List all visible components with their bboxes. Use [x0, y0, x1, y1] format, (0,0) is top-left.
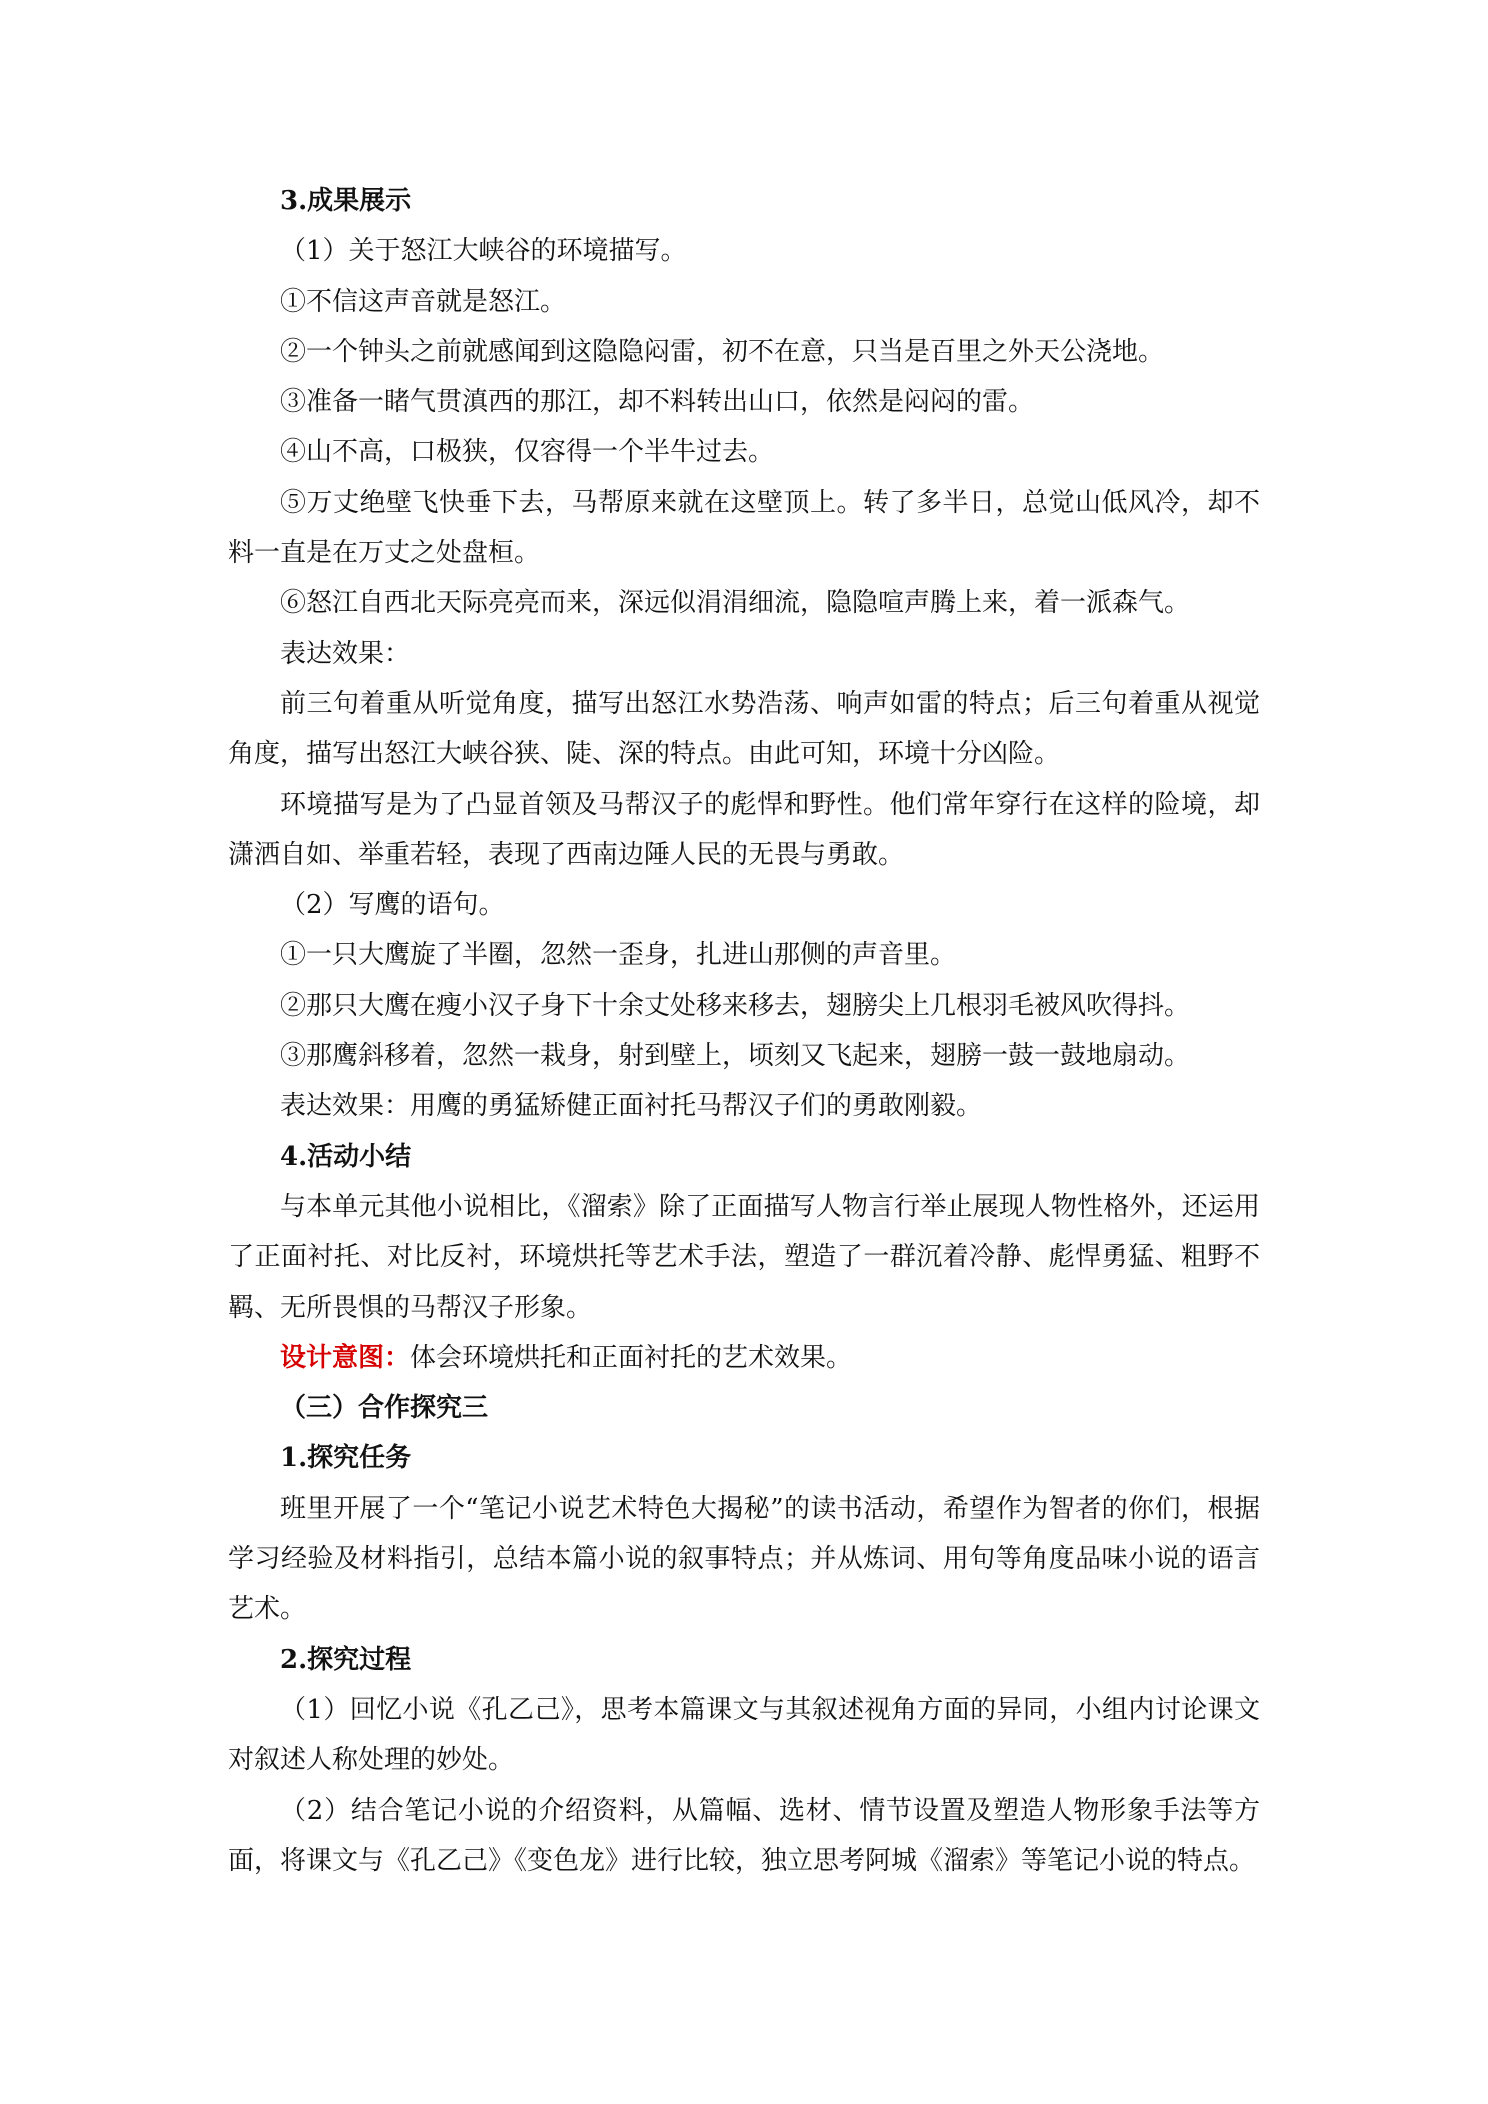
- effect-label: 表达效果：: [280, 638, 411, 669]
- paragraph: 表达效果：用鹰的勇猛矫健正面衬托马帮汉子们的勇敢刚毅。: [280, 1091, 983, 1122]
- quote-line: ②那只大鹰在瘦小汉子身下十余丈处移来移去，翅膀尖上几根羽毛被风吹得抖。: [280, 990, 1191, 1021]
- design-intent: [228, 1333, 1260, 1383]
- paragraph: （1）回忆小说《孔乙己》，思考本篇课文与其叙述视角方面的异同，小组内讨论课文对叙述人称处理的妙处。: [228, 1694, 1260, 1776]
- paragraph: （1）关于怒江大峡谷的环境描写。: [280, 236, 687, 267]
- paragraph: 环境描写是为了凸显首领及马帮汉子的彪悍和野性。他们常年穿行在这样的险境，却潇洒自如、举重若轻，表现了西南边陲人民的无畏与勇敢。: [228, 789, 1260, 870]
- paragraph: （2）结合笔记小说的介绍资料，从篇幅、选材、情节设置及塑造人物形象手法等方面，将课文与《孔乙己》《变色龙》进行比较，独立思考阿城《溜索》等笔记小说的特点。: [228, 1795, 1260, 1876]
- section-heading: 4.活动小结: [280, 1141, 412, 1172]
- paragraph: （2）写鹰的语句。: [280, 890, 505, 921]
- quote-line: ①一只大鹰旋了半圈，忽然一歪身，扎进山那侧的声音里。: [280, 940, 957, 971]
- section-heading: 1.探究任务: [280, 1443, 412, 1474]
- document-body: [228, 176, 1260, 1886]
- paragraph: 前三句着重从听觉角度，描写出怒江水势浩荡、响声如雷的特点；后三句着重从视觉角度，描写出怒江大峡谷狭、陡、深的特点。由此可知，环境十分凶险。: [228, 688, 1260, 770]
- paragraph: 与本单元其他小说相比，《溜索》除了正面描写人物言行举止展现人物性格外，还运用了正面衬托、对比反衬，环境烘托等艺术手法，塑造了一群沉着冷静、彪悍勇猛、粗野不羁、无所畏惧的马帮汉子形象。: [228, 1191, 1260, 1323]
- quote-line: ①不信这声音就是怒江。: [280, 286, 567, 317]
- section-heading: 2.探究过程: [280, 1644, 412, 1675]
- design-intent-text: 体会环境烘托和正面衬托的艺术效果。: [410, 1342, 853, 1373]
- quote-line: ⑤万丈绝壁飞快垂下去，马帮原来就在这壁顶上。转了多半日，总觉山低风冷，却不料一直是在万丈之处盘桓。: [228, 487, 1260, 569]
- section-heading: 3.成果展示: [280, 186, 412, 216]
- design-intent-label: 设计意图：: [280, 1342, 411, 1373]
- quote-line: ③准备一睹气贯滇西的那江，却不料转出山口，依然是闷闷的雷。: [280, 387, 1035, 418]
- quote-line: ③那鹰斜移着，忽然一栽身，射到壁上，顷刻又飞起来，翅膀一鼓一鼓地扇动。: [280, 1041, 1191, 1072]
- quote-line: ⑥怒江自西北天际亮亮而来，深远似涓涓细流，隐隐喧声腾上来，着一派森气。: [280, 588, 1191, 619]
- paragraph: 班里开展了一个“笔记小说艺术特色大揭秘”的读书活动，希望作为智者的你们，根据学习经验及材料指引，总结本篇小说的叙事特点；并从炼词、用句等角度品味小说的语言艺术。: [228, 1493, 1260, 1625]
- section-heading: （三）合作探究三: [280, 1393, 489, 1424]
- quote-line: ④山不高，口极狭，仅容得一个半牛过去。: [280, 437, 775, 468]
- quote-line: ②一个钟头之前就感闻到这隐隐闷雷，初不在意，只当是百里之外天公浇地。: [280, 336, 1165, 367]
